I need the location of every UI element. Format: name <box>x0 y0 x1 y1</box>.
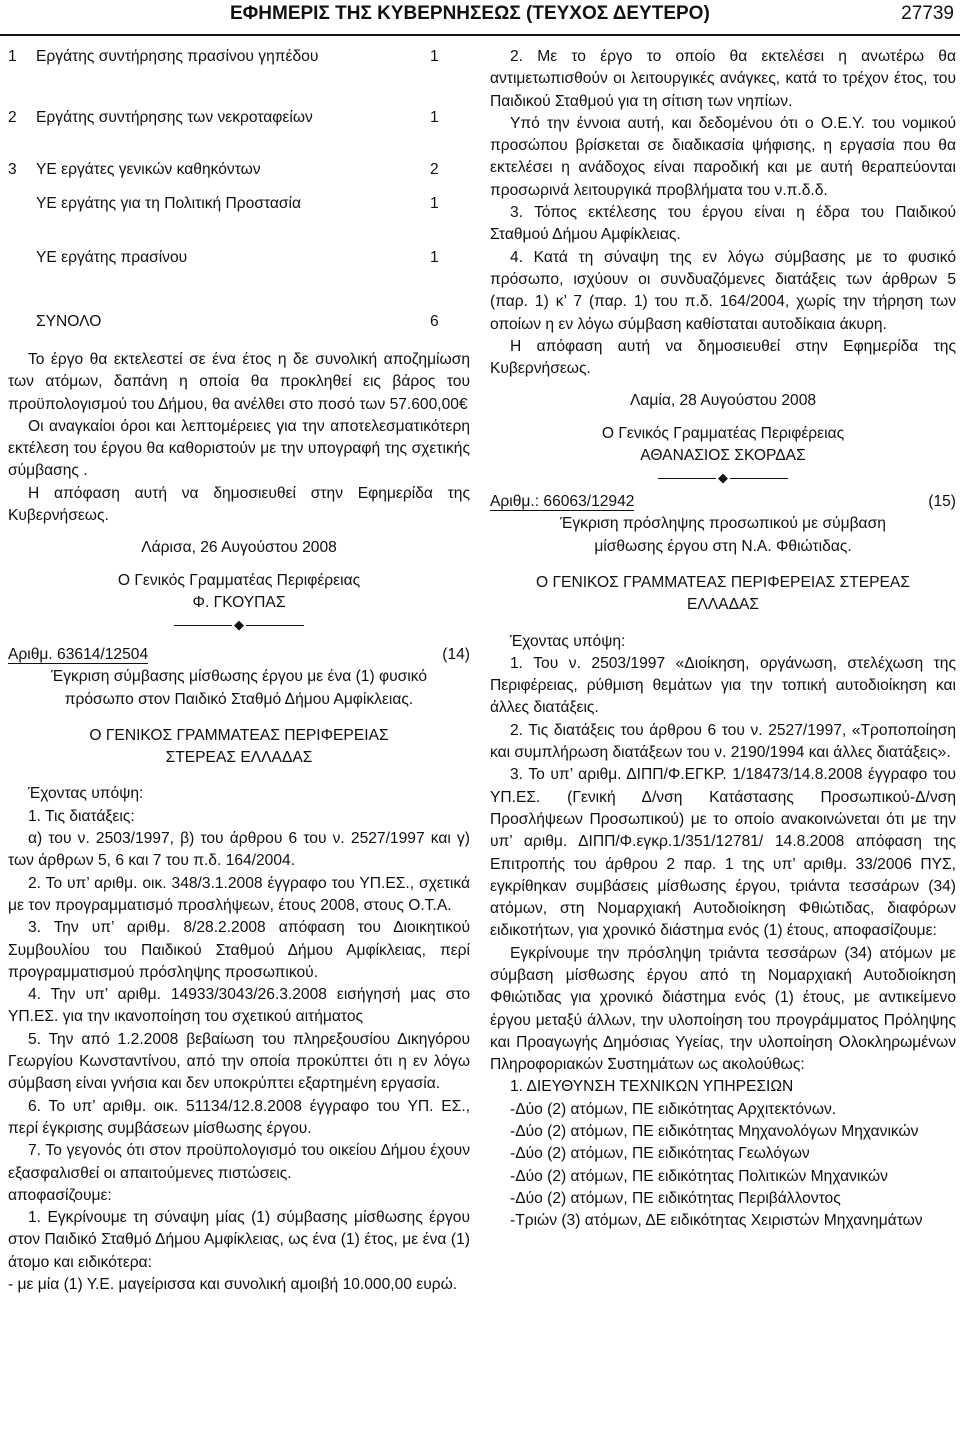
row-number: 1 <box>8 48 17 65</box>
table-row <box>8 107 470 159</box>
page-header <box>0 0 960 36</box>
row-number: 3 <box>8 161 17 178</box>
list-item: 1. Του ν. 2503/1997 «Διοίκηση, οργάνωση, στελέχωση της Περιφέρειας, ρύθμιση θεμάτων για την τοπική αυτοδιοίκηση και άλλες διατάξεις. <box>490 654 956 717</box>
approval-paragraph: Εγκρίνουμε την πρόσληψη τριάντα τεσσάρων (34) ατόμων με σύμβαση μίσθωσης έργου από τη Νομαρχιακή Αυτοδιοίκηση Φθιώτιδας για χρονικό διάστημα ενός (1) έτους, με αντικείμενο έργου μεταξύ άλλων, την υλοποίηση του προγράμματος Πρόληψης και Προαγωγής Δημόσιας Υγείας, την υλοποίηση Ολοκληρωμένων Πληροφοριακών Συστημάτων ως ακολούθως: <box>490 944 956 1074</box>
paragraph-4: 4. Κατά τη σύναψη της εν λόγω σύμβασης με το φυσικό πρόσωπο, ισχύουν οι συνδυαζόμενες διατάξεις των άρθρων 5 (παρ. 1) κ’ 7 (παρ. 1) του π.δ. 164/2004, χωρίς την τήρηση των οποίων η εν λόγω σύμβαση καθίσταται αυτοδίκαια άκυρη. <box>490 248 956 333</box>
decision-item: 1. Εγκρίνουμε τη σύναψη μίας (1) σύμβασης μίσθωσης έργου στον Παιδικό Σταθμό Δήμου Αμφίκλειας, ως ένα (1) έτος, με ένα (1) άτομο και ειδικότερα: <box>8 1209 470 1271</box>
left-column <box>8 46 470 1296</box>
row-position: Εργάτης συντήρησης των νεκροταφείων <box>36 109 313 126</box>
diamond-icon: ◆ <box>718 470 728 486</box>
decision-reference: Αριθμ. 63614/12504 <box>8 646 149 664</box>
signature-block <box>490 390 956 467</box>
row-count: 2 <box>430 161 439 178</box>
considering-label: Έχοντας υπόψη: <box>28 785 144 803</box>
row-count: 6 <box>430 313 439 330</box>
paragraph-2: 2. Με το έργο το οποίο θα εκτελέσει η ανωτέρω θα αντιμετωπισθούν οι λειτουργικές ανάγκες, κατά το τρέχον έτος, του Παιδικού Σταθμού για τη σίτιση των νηπίων. <box>490 48 956 110</box>
decide-label: αποφασίζουμε: <box>8 1186 112 1204</box>
list-item: 2. Τις διατάξεις του άρθρου 6 του ν. 2527/1997, «Τροποποίηση και συμπλήρωση διατάξεων του ν. 2190/1994 και άλλες διατάξεις». <box>490 721 956 762</box>
position-item: -Δύο (2) ατόμων, ΠΕ ειδικότητας Γεωλόγων <box>510 1145 810 1163</box>
staff-table <box>8 46 470 349</box>
row-count: 1 <box>430 48 439 65</box>
position-item: -Τριών (3) ατόμων, ΔΕ ειδικότητας Χειριστών Μηχανημάτων <box>510 1212 923 1230</box>
signature-block <box>8 537 470 614</box>
section-divider <box>174 618 304 632</box>
list-item: 1. Τις διατάξεις: <box>28 807 135 825</box>
row-count: 1 <box>430 249 439 266</box>
publish-paragraph: Η απόφαση αυτή να δημοσιευθεί στην Εφημερίδα της Κυβερνήσεως. <box>490 337 956 378</box>
table-row <box>8 46 470 107</box>
paragraph-3: 3. Τόπος εκτέλεσης του έργου είναι η έδρα του Παιδικού Σταθμού Δήμου Αμφίκλειας. <box>490 204 956 244</box>
signature-name: ΑΘΑΝΑΣΙΟΣ ΣΚΟΡΔΑΣ <box>640 447 806 465</box>
position-item: -Δύο (2) ατόμων, ΠΕ ειδικότητας Περιβάλλοντος <box>510 1189 841 1207</box>
authority-heading: Ο ΓΕΝΙΚΟΣ ΓΡΑΜΜΑΤΕΑΣ ΠΕΡΙΦΕΡΕΙΑΣ ΣΤΕΡΕΑΣ ΕΛΛΑΔΑΣ <box>536 573 910 614</box>
row-number <box>8 193 36 247</box>
decision-heading <box>490 491 956 513</box>
decision-number: (14) <box>442 646 470 664</box>
cost-paragraph: Το έργο θα εκτελεστεί σε ένα έτος η δε συνολική αποζημίωση των ατόμων, δαπάνη η οποία θα προκληθεί εις βάρος του προϋπολογισμού του Δήμου, θα ανέλθει στο ποσό των 57.600,00€ <box>8 351 470 413</box>
decision-title: Έγκριση πρόσληψης προσωπικού με σύμβαση μίσθωσης έργου στη Ν.Α. Φθιώτιδας. <box>560 515 886 555</box>
decision-number: (15) <box>928 493 956 511</box>
terms-paragraph: Οι αναγκαίοι όροι και λεπτομέρειες για την αποτελεσματικότερη εκτέλεση του έργου θα καθοριστούν με την υπογραφή της σχετικής σύμβασης . <box>8 417 470 480</box>
position-item: -Δύο (2) ατόμων, ΠΕ ειδικότητας Πολιτικών Μηχανικών <box>510 1167 888 1185</box>
list-item: 6. Το υπ’ αριθμ. οικ. 51134/12.8.2008 έγγραφο του ΥΠ. ΕΣ., περί έγκρισης συμβάσεων μίσθωσης έργου. <box>8 1097 470 1137</box>
list-item: 3. Την υπ’ αριθμ. 8/28.2.2008 απόφαση του Διοικητικού Συμβουλίου του Παιδικού Σταθμού Δήμου Αμφίκλειας, περί προγραμματισμού πρόσληψης προσωπικού. <box>8 919 470 981</box>
list-item: 3. Το υπ’ αριθμ. ΔΙΠΠ/Φ.ΕΓΚΡ. 1/18473/14.8.2008 έγγραφο του ΥΠ.ΕΣ. (Γενική Δ/νση Κατάστασης Προσωπικού-Δ/νση Προσλήψεων Προσωπικού) με το οποίο ανακοινώνεται ότι με την υπ’ αριθμ. ΔΙΠΠ/Φ.εγκρ.1/351/12781/ 14.8.2008 απόφαση της Επιτροπής του άρθρου 2 παρ. 1 της υπ’ αριθμ. 33/2006 ΠΥΣ, εγκρίθηκαν συμβάσεις μίσθωσης έργου, τριάντα τεσσάρων (34) ατόμων, στη Νομαρχιακή Αυτοδιοίκηση Φθιώτιδας, διαφόρων ειδικοτήτων, για χρονικό διάστημα ενός (1) έτους, αποφασίζουμε: <box>490 766 956 940</box>
paragraph-2b: Υπό την έννοια αυτή, και δεδομένου ότι ο Ο.Ε.Υ. του νομικού προσώπου βρίσκεται σε διαδικασία ψήφισης, η εργασία που θα εκτελέσει η ανάδοχος είναι παροδική και με αυτή θεραπεύονται προσωρινά λειτουργικά προβλήματα του ν.π.δ.δ. <box>490 114 956 199</box>
row-count: 1 <box>430 109 439 126</box>
row-number: 2 <box>8 109 17 126</box>
row-position: ΥΕ εργάτες γενικών καθηκόντων <box>36 161 261 178</box>
decision-reference: Αριθμ.: 66063/12942 <box>490 493 635 511</box>
list-item: 2. Το υπ’ αριθμ. οικ. 348/3.1.2008 έγγραφο του ΥΠ.ΕΣ., σχετικά με τον προγραμματισμό προσλήψεων, έτους 2008, στους Ο.Τ.Α. <box>8 874 470 914</box>
row-position: ΥΕ εργάτης για τη Πολιτική Προστασία <box>36 195 302 212</box>
row-position: ΣΥΝΟΛΟ <box>36 313 102 330</box>
list-item: 4. Την υπ’ αριθμ. 14933/3043/26.3.2008 εισήγησή μας στο ΥΠ.ΕΣ. για την ικανοποίηση του σχετικού αιτήματος <box>8 986 470 1026</box>
signature-place-date: Λάρισα, 26 Αυγούστου 2008 <box>141 539 337 557</box>
gazette-title: ΕΦΗΜΕΡΙΣ ΤΗΣ ΚΥΒΕΡΝΗΣΕΩΣ (ΤΕΥΧΟΣ ΔΕΥΤΕΡΟ) <box>230 3 710 24</box>
signature-role: Ο Γενικός Γραμματέας Περιφέρειας <box>117 571 361 589</box>
row-position: Εργάτης συντήρησης πρασίνου γηπέδου <box>36 48 319 65</box>
position-item: -Δύο (2) ατόμων, ΠΕ ειδικότητας Αρχιτεκτόνων. <box>510 1100 837 1118</box>
table-row <box>8 193 470 247</box>
decision-heading <box>8 644 470 666</box>
list-item: α) του ν. 2503/1997, β) του άρθρου 6 του ν. 2527/1997 και γ) των άρθρων 5, 6 και 7 του π.δ. 164/2004. <box>8 830 470 870</box>
row-count: 1 <box>430 195 439 212</box>
table-row <box>8 247 470 311</box>
row-position: ΥΕ εργάτης πρασίνου <box>36 249 188 266</box>
signature-role: Ο Γενικός Γραμματέας Περιφέρειας <box>601 424 845 442</box>
authority-heading: Ο ΓΕΝΙΚΟΣ ΓΡΑΜΜΑΤΕΑΣ ΠΕΡΙΦΕΡΕΙΑΣ ΣΤΕΡΕΑΣ ΕΛΛΑΔΑΣ <box>89 726 389 767</box>
section-divider <box>658 471 788 485</box>
row-number <box>8 247 36 311</box>
list-item: 7. Το γεγονός ότι στον προϋπολογισμό του οικείου Δήμου έχουν εξασφαλισθεί οι απαιτούμενες πιστώσεις. <box>8 1142 470 1182</box>
decision-title: Έγκριση σύμβασης μίσθωσης έργου με ένα (1) φυσικό πρόσωπο στον Παιδικό Σταθμό Δήμου Αμφίκλειας. <box>50 668 428 708</box>
row-number <box>8 311 36 349</box>
diamond-icon: ◆ <box>234 617 244 633</box>
signature-place-date: Λαμία, 28 Αυγούστου 2008 <box>629 392 817 410</box>
list-item: 5. Την από 1.2.2008 βεβαίωση του πληρεξουσίου Δικηγόρου Γεωργίου Κωνσταντίνου, από την οποία προκύπτει ότι η εν λόγω σύμβαση είναι γνήσια και δεν υποκρύπτει εξαρτημένη εργασία. <box>8 1030 470 1093</box>
position-item: -Δύο (2) ατόμων, ΠΕ ειδικότητας Μηχανολόγων Μηχανικών <box>510 1123 919 1141</box>
publish-paragraph: Η απόφαση αυτή να δημοσιευθεί στην Εφημερίδα της Κυβερνήσεως. <box>8 484 470 525</box>
decision-subitem: - με μία (1) Υ.Ε. μαγείρισσα και συνολική αμοιβή 10.000,00 ευρώ. <box>8 1275 458 1293</box>
page-number: 27739 <box>901 3 954 24</box>
department-heading: 1. ΔΙΕΥΘΥΝΣΗ ΤΕΧΝΙΚΩΝ ΥΠΗΡΕΣΙΩΝ <box>510 1078 794 1096</box>
table-row <box>8 159 470 193</box>
table-total-row <box>8 311 470 349</box>
considering-label: Έχοντας υπόψη: <box>510 632 626 650</box>
right-column <box>490 46 956 1233</box>
signature-name: Φ. ΓΚΟΥΠΑΣ <box>192 593 286 611</box>
